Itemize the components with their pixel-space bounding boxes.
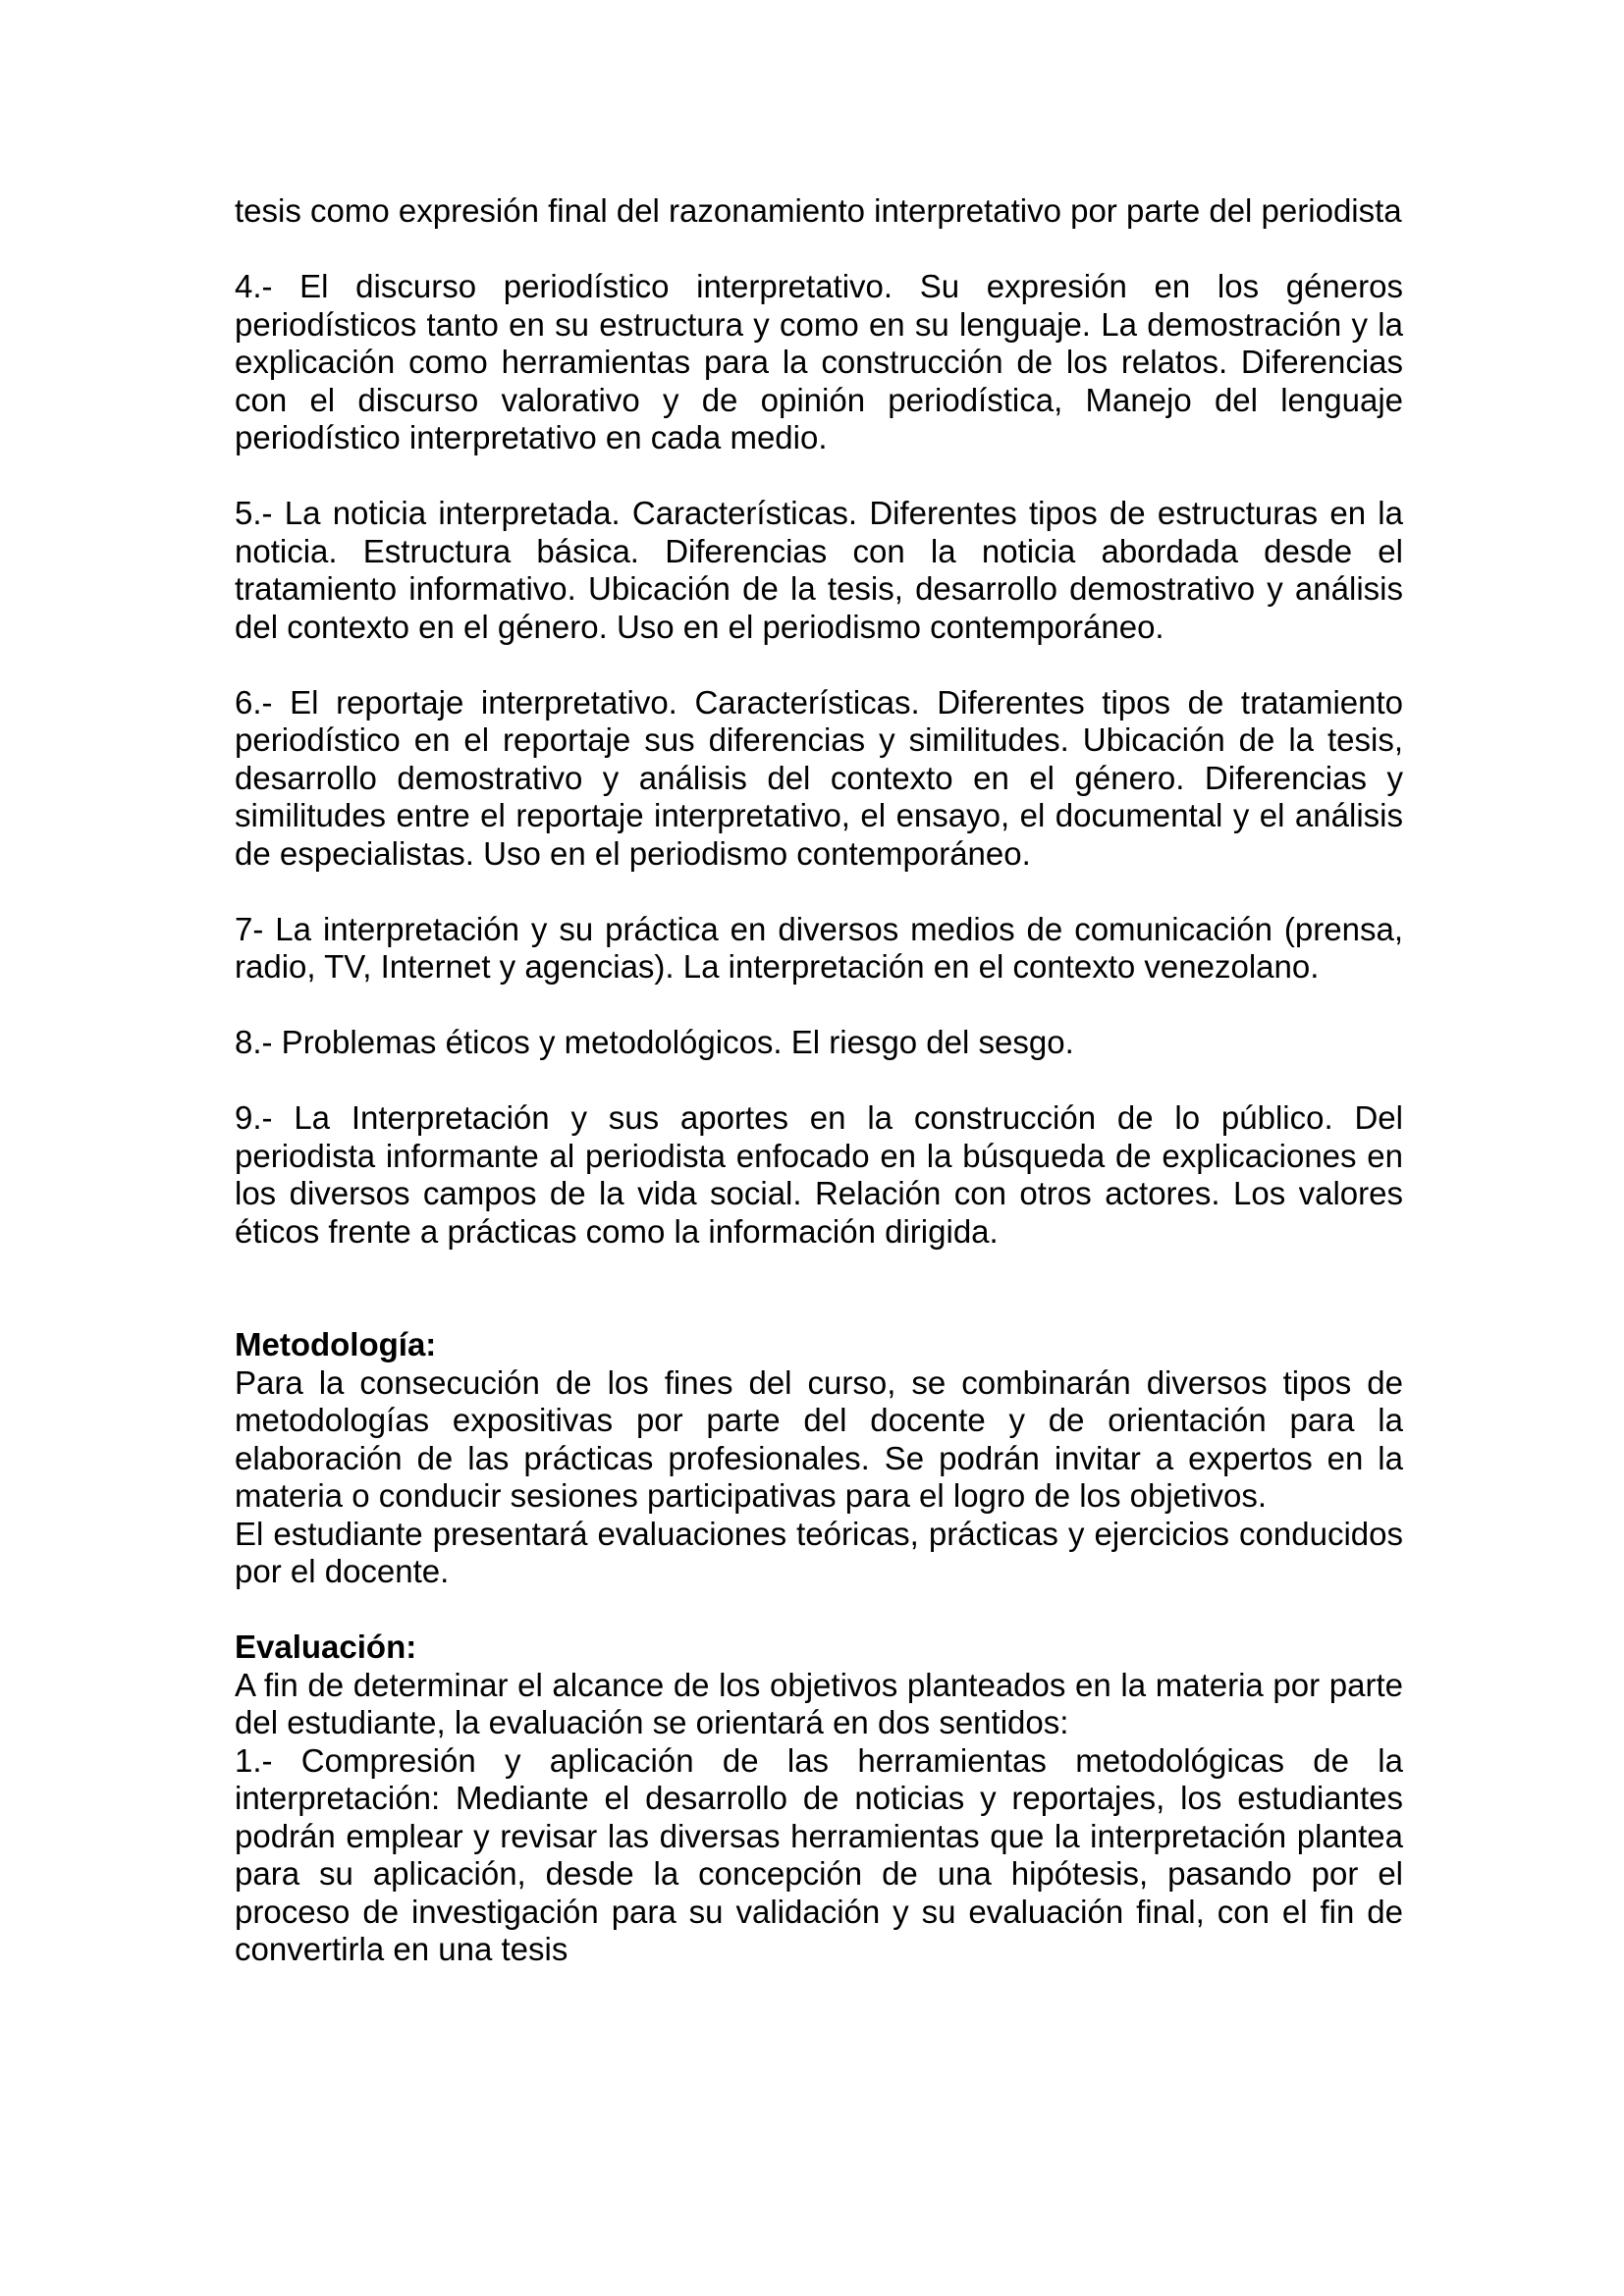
- topic-item-5: 5.- La noticia interpretada. Características. Diferentes tipos de estructuras en la noticia. Estructura básica. Diferencias con la noticia abordada desde el tratamiento informativo. Ubicación de la tesis, desarrollo demostrativo y análisis del contexto en el género. Uso en el periodismo contemporáneo.: [235, 495, 1403, 645]
- topic-item-8: 8.- Problemas éticos y metodológicos. El riesgo del sesgo.: [235, 1024, 1074, 1060]
- evaluation-paragraph-1: A fin de determinar el alcance de los objetivos planteados en la materia por parte del estudiante, la evaluación se orientará en dos sentidos:: [235, 1666, 1403, 1740]
- topic-item-7: 7- La interpretación y su práctica en diversos medios de comunicación (prensa, radio, TV, Internet y agencias). La interpretación en el contexto venezolano.: [235, 910, 1403, 985]
- topic-item-4: 4.- El discurso periodístico interpretativo. Su expresión en los géneros periodísticos tanto en su estructura y como en su lenguaje. La demostración y la explicación como herramientas para la construcción de los relatos. Diferencias con el discurso valorativo y de opinión periodística, Manejo del lenguaje periodístico interpretativo en cada medio.: [235, 268, 1403, 455]
- methodology-section: [235, 1326, 1403, 1591]
- topic-item-9: 9.- La Interpretación y sus aportes en la construcción de lo público. Del periodista informante al periodista enfocado en la búsqueda de explicaciones en los diversos campos de la vida social. Relación con otros actores. Los valores éticos frente a prácticas como la información dirigida.: [235, 1099, 1403, 1250]
- evaluation-section: [235, 1629, 1403, 1969]
- section-spacer: [235, 1289, 1403, 1327]
- intro-fragment: tesis como expresión final del razonamiento interpretativo por parte del periodista: [235, 192, 1402, 229]
- evaluation-heading: Evaluación:: [235, 1629, 417, 1665]
- evaluation-paragraph-2: 1.- Compresión y aplicación de las herramientas metodológicas de la interpretación: Mediante el desarrollo de noticias y reportajes, los estudiantes podrán emplear y revisar las diversas herramientas que la interpretación plantea para su aplicación, desde la concepción de una hipótesis, pasando por el proceso de investigación para su validación y su evaluación final, con el fin de convertirla en una tesis: [235, 1741, 1403, 1967]
- methodology-heading: Metodología:: [235, 1326, 437, 1362]
- topic-item-6: 6.- El reportaje interpretativo. Características. Diferentes tipos de tratamiento periodístico en el reportaje sus diferencias y similitudes. Ubicación de la tesis, desarrollo demostrativo y análisis del contexto en el género. Diferencias y similitudes entre el reportaje interpretativo, el ensayo, el documental y el análisis de especialistas. Uso en el periodismo contemporáneo.: [235, 683, 1403, 872]
- document-page: [235, 192, 1403, 1969]
- methodology-paragraph-2: El estudiante presentará evaluaciones teóricas, prácticas y ejercicios conducidos por el docente.: [235, 1515, 1403, 1589]
- methodology-paragraph-1: Para la consecución de los fines del curso, se combinarán diversos tipos de metodologías expositivas por parte del docente y de orientación para la elaboración de las prácticas profesionales. Se podrán invitar a expertos en la materia o conducir sesiones participativas para el logro de los objetivos.: [235, 1363, 1403, 1514]
